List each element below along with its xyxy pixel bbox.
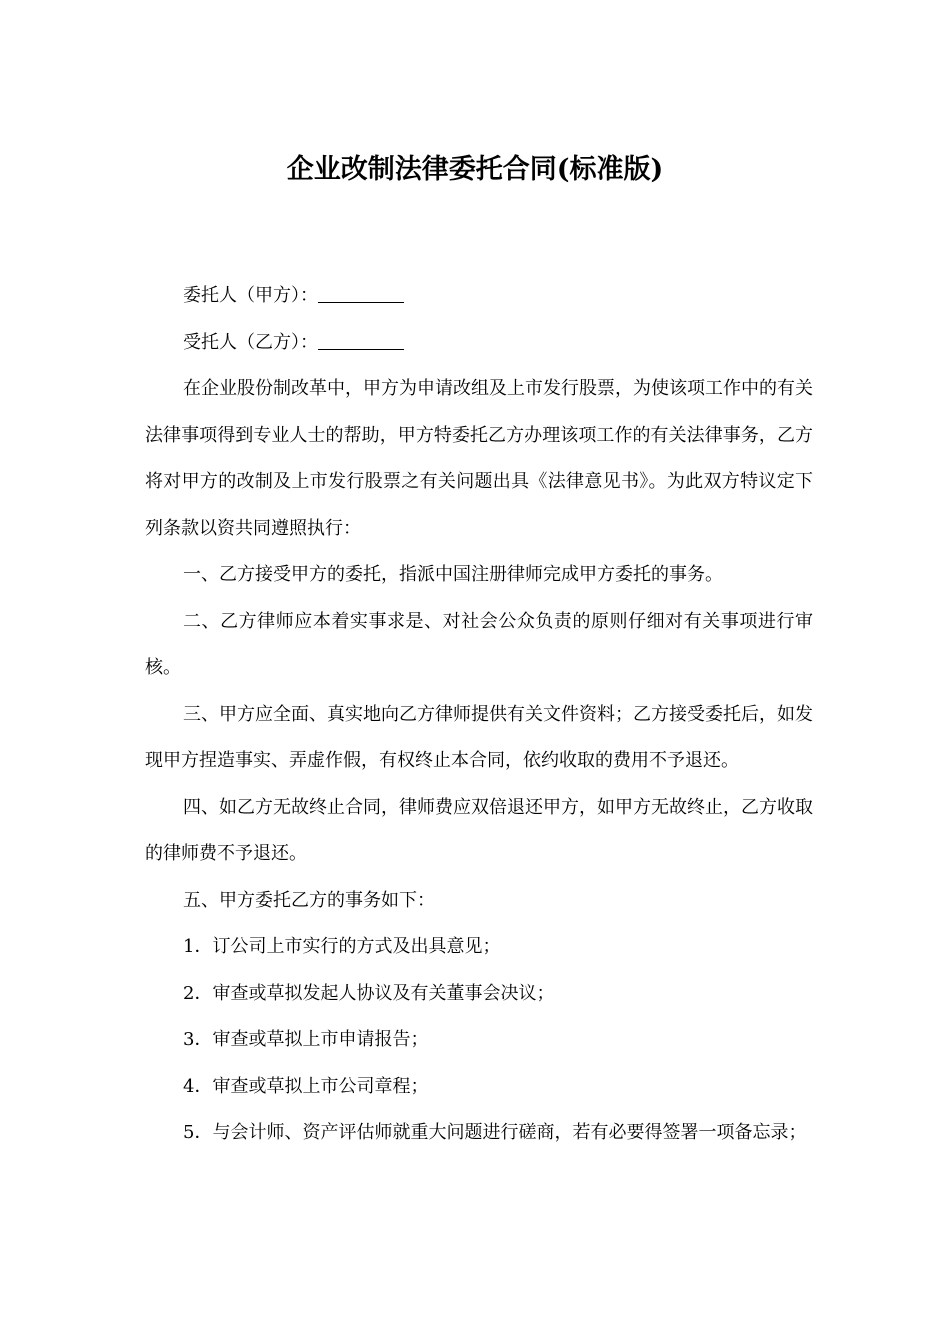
list-item-3: 3．审查或草拟上市申请报告； — [183, 1029, 429, 1050]
list-item-2: 2．审查或草拟发起人协议及有关董事会决议； — [183, 982, 555, 1004]
document-title: 企业改制法律委托合同(标准版) — [286, 154, 664, 185]
clause-5: 五、甲方委托乙方的事务如下： — [183, 889, 435, 911]
list-item-5: 5．与会计师、资产评估师就重大问题进行磋商，若有必要得签署一项备忘录； — [183, 1122, 807, 1143]
document-body — [145, 273, 813, 1157]
principal-line — [145, 273, 813, 320]
clause-4: 四、如乙方无故终止合同，律师费应双倍退还甲方，如甲方无故终止，乙方收取的律师费不予退还。 — [145, 796, 813, 864]
agent-line — [145, 320, 813, 367]
intro-paragraph: 在企业股份制改革中，甲方为申请改组及上市发行股票，为使该项工作中的有关法律事项得到专业人士的帮助，甲方特委托乙方办理该项工作的有关法律事务，乙方将对甲方的改制及上市发行股票之有关问题出具《法律意见书》。为此双方特议定下列条款以资共同遵照执行： — [145, 378, 813, 539]
clause-1: 一、乙方接受甲方的委托，指派中国注册律师完成甲方委托的事务。 — [183, 564, 723, 585]
list-item-4: 4．审查或草拟上市公司章程； — [183, 1075, 429, 1097]
agent-label: 受托人（乙方）： — [183, 331, 318, 353]
principal-blank — [318, 284, 404, 303]
clause-3: 三、甲方应全面、真实地向乙方律师提供有关文件资料；乙方接受委托后，如发现甲方捏造事实、弄虚作假，有权终止本合同，依约收取的费用不予退还。 — [145, 703, 813, 771]
agent-blank — [318, 331, 404, 350]
list-item-1: 1．订公司上市实行的方式及出具意见； — [183, 936, 501, 957]
clause-2: 二、乙方律师应本着实事求是、对社会公众负责的原则仔细对有关事项进行审核。 — [145, 610, 813, 678]
principal-label: 委托人（甲方）： — [183, 285, 318, 306]
